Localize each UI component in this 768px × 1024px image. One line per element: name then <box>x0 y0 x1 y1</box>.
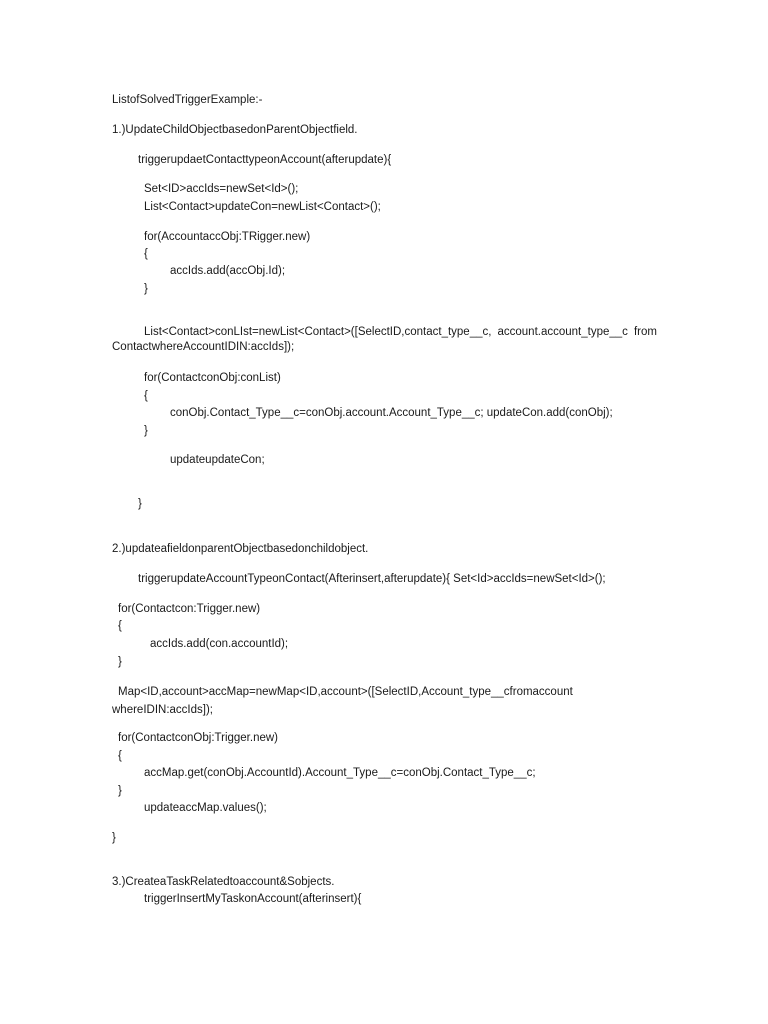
section-title: 2.)updateafieldonparentObjectbasedonchildobject. <box>112 543 369 555</box>
section-title: 3.)CreateaTaskRelatedtoaccount&Sobjects. <box>112 876 335 888</box>
code-line: List<Contact>updateCon=newList<Contact>(); <box>144 201 381 213</box>
code-line: { <box>144 248 148 260</box>
code-line: accIds.add(accObj.Id); <box>170 265 286 277</box>
code-line: triggerInsertMyTaskonAccount(afterinsert){ <box>144 893 362 905</box>
code-line: for(ContactconObj:conList) <box>144 372 281 384</box>
code-line: } <box>118 656 122 668</box>
code-line: accMap.get(conObj.AccountId).Account_Type__c=conObj.Contact_Type__c; <box>144 767 536 779</box>
code-line: updateupdateCon; <box>170 454 265 466</box>
code-line: for(ContactconObj:Trigger.new) <box>118 732 279 744</box>
section-title: 1.)UpdateChildObjectbasedonParentObjectfield. <box>112 124 358 136</box>
code-line: { <box>144 390 148 402</box>
code-line: for(Contactcon:Trigger.new) <box>118 603 261 615</box>
code-paragraph: Map<ID,account>accMap=newMap<ID,account>([SelectID,Account_type__cfromaccount whereIDIN:accIds]); <box>112 686 573 716</box>
code-line: triggerupdateAccountTypeonContact(Afterinsert,afterupdate){ Set<Id>accIds=newSet<Id>(); <box>138 573 606 585</box>
document-heading: ListofSolvedTriggerExample:- <box>112 94 263 106</box>
code-paragraph: List<Contact>conLIst=newList<Contact>([SelectID,contact_type__c, account.account_type__c from ContactwhereAccountIDIN:accIds]); <box>112 326 657 353</box>
code-line: accIds.add(con.accountId); <box>150 638 289 650</box>
code-line: { <box>118 620 122 632</box>
code-line: } <box>144 425 148 437</box>
code-line: } <box>138 498 142 510</box>
code-line: { <box>118 750 122 762</box>
code-line: triggerupdaetContacttypeonAccount(afterupdate){ <box>138 154 392 166</box>
code-line: } <box>144 283 148 295</box>
code-line: conObj.Contact_Type__c=conObj.account.Account_Type__c; updateCon.add(conObj); <box>170 407 613 419</box>
code-line: } <box>112 832 116 844</box>
code-line: Set<ID>accIds=newSet<Id>(); <box>144 183 299 195</box>
code-line: for(AccountaccObj:TRigger.new) <box>144 231 311 243</box>
code-line: } <box>118 785 122 797</box>
code-line: updateaccMap.values(); <box>144 802 267 814</box>
